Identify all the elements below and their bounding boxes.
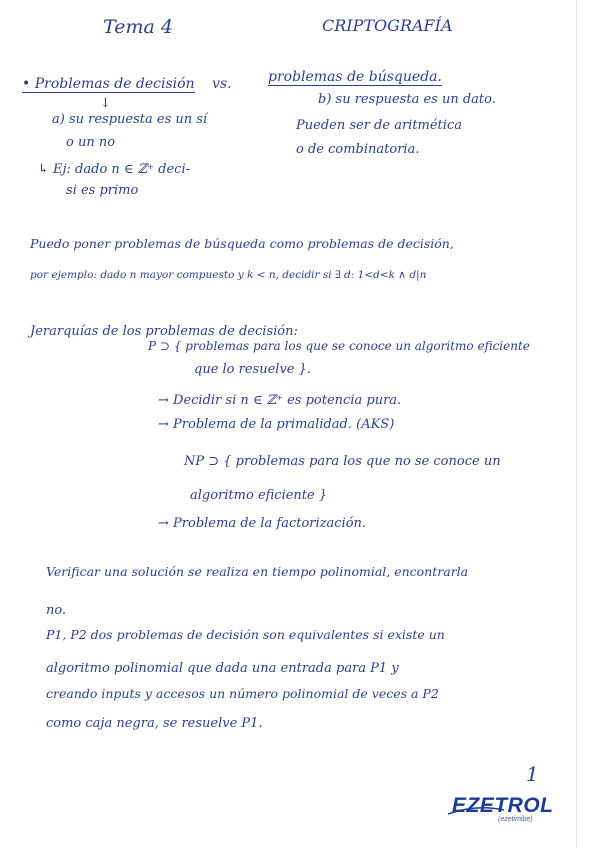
page-number: 1 — [526, 762, 539, 786]
search-problems-heading: problemas de búsqueda. — [268, 69, 442, 85]
paragraph2-line4: algoritmo polinomial que dada una entrada para P1 y — [46, 661, 399, 676]
search-answer-line-2: Pueden ser de aritmética — [296, 118, 462, 133]
p-example-1: → Decidir si n ∈ ℤ⁺ es potencia pura. — [158, 393, 402, 408]
decision-answer-line-2: o un no — [66, 135, 116, 150]
decision-problems-heading: • Problemas de decisión — [22, 76, 195, 92]
class-np-line2: algoritmo eficiente } — [190, 488, 328, 503]
down-arrow: ↓ — [100, 96, 111, 111]
paragraph2-line1: Verificar una solución se realiza en tiempo polinomial, encontrarla — [46, 564, 469, 579]
page-title: CRIPTOGRAFÍA — [322, 16, 453, 35]
brand-name: EZETROL — [452, 794, 554, 817]
brand-tagline: (ezetimibe) — [498, 816, 533, 823]
search-answer-line-3: o de combinatoria. — [296, 142, 420, 157]
paragraph2-line5: creando inputs y accesos un número polinomial de veces a P2 — [46, 686, 439, 701]
page-margin-line — [576, 0, 577, 848]
class-np-line1: NP ⊃ { problemas para los que no se conoce un — [184, 454, 501, 469]
decision-answer-line: a) su respuesta es un sí — [52, 112, 208, 127]
versus-label: vs. — [212, 76, 232, 92]
paragraph2-line2: no. — [46, 603, 67, 618]
decision-example-line: ↳ Ej: dado n ∈ ℤ⁺ deci- — [38, 162, 191, 177]
topic-label: Tema 4 — [103, 16, 173, 38]
paragraph1-line1: Puedo poner problemas de búsqueda como problemas de decisión, — [30, 236, 454, 251]
class-p-line1: P ⊃ { problemas para los que se conoce un algoritmo eficiente — [148, 339, 530, 353]
paragraph2-line3: P1, P2 dos problemas de decisión son equivalentes si existe un — [46, 627, 445, 642]
paragraph2-line6: como caja negra, se resuelve P1. — [46, 716, 263, 731]
hierarchy-heading: Jerarquías de los problemas de decisión: — [30, 324, 298, 339]
class-p-line2: que lo resuelve }. — [194, 362, 312, 377]
search-answer-line: b) su respuesta es un dato. — [318, 92, 496, 107]
paragraph1-line2: por ejemplo: dado n mayor compuesto y k < n, decidir si ∃ d: 1<d<k ∧ d|n — [30, 269, 427, 281]
p-example-2: → Problema de la primalidad. (AKS) — [158, 417, 395, 432]
np-example-1: → Problema de la factorización. — [158, 516, 367, 531]
brand-logo — [452, 794, 554, 830]
decision-example-line-2: si es primo — [66, 183, 139, 198]
